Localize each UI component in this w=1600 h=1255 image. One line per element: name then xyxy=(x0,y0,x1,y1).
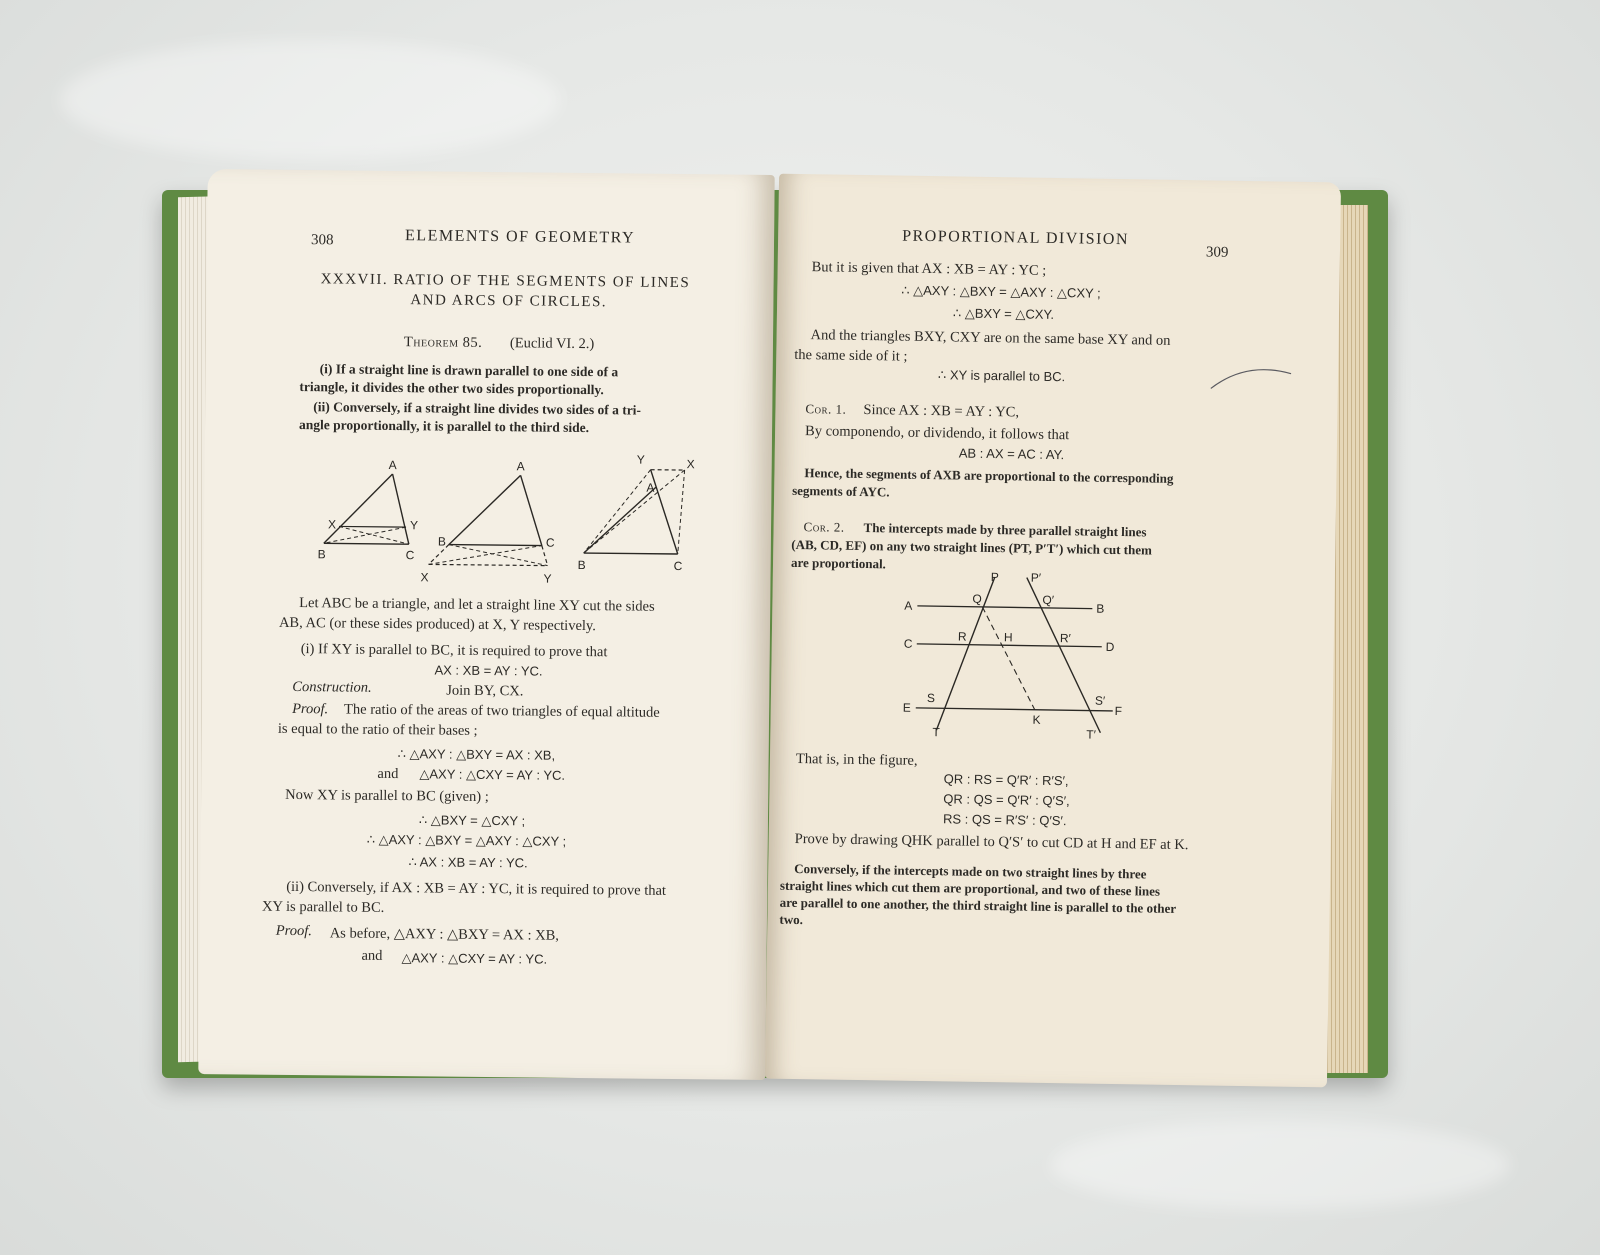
fig1-label-y: Y xyxy=(409,518,419,533)
eq-proof-1: ∴ △AXY : △BXY = AX : XB, xyxy=(397,746,556,763)
cor1-line2: By componendo, or dividendo, it follows that xyxy=(804,423,1070,444)
fig-label-t-prime: T′ xyxy=(1086,727,1097,742)
fig2-label-b: B xyxy=(437,534,446,549)
fig1-label-a: A xyxy=(388,457,397,473)
fig2-label-c: C xyxy=(545,535,555,550)
construction-text: Join BY, CX. xyxy=(446,682,524,700)
fig1-label-b: B xyxy=(317,547,326,562)
fig-label-f: F xyxy=(1114,703,1123,719)
text-now: Now XY is parallel to BC (given) ; xyxy=(285,786,489,806)
fig-label-b: B xyxy=(1096,601,1105,616)
proof-text-cont: is equal to the ratio of their bases ; xyxy=(277,720,478,739)
conversely-text-3: are parallel to one another, the third straight line is parallel to the other xyxy=(779,894,1177,916)
hence-text-cont: segments of AYC. xyxy=(792,482,890,500)
text-triangles-cont: the same side of it ; xyxy=(794,346,908,365)
eq-r6: RS : QS = R′S′ : Q′S′. xyxy=(942,811,1067,829)
page-number: 309 xyxy=(1205,244,1229,261)
fig-label-a: A xyxy=(904,598,913,613)
eq-proof-2: △AXY : △CXY = AY : YC. xyxy=(419,766,566,783)
fig-label-q: Q xyxy=(972,591,982,606)
fig1-label-x: X xyxy=(327,517,337,532)
fig-label-r-prime: R′ xyxy=(1059,631,1071,646)
cor1-text: Since AX : XB = AY : YC, xyxy=(863,401,1020,421)
fig-label-h: H xyxy=(1003,630,1013,645)
fig-label-r: R xyxy=(957,629,967,644)
theorem-reference: (Euclid VI. 2.) xyxy=(509,335,595,353)
cor2-text: The intercepts made by three parallel straight lines xyxy=(863,520,1147,540)
proof2-eq: △AXY : △CXY = AY : YC. xyxy=(401,950,548,967)
fig2-label-y: Y xyxy=(543,571,552,586)
conversely-text-4: two. xyxy=(779,911,804,928)
fig-label-p: P xyxy=(990,570,999,585)
fig-label-q-prime: Q′ xyxy=(1042,592,1055,608)
theorem-figures xyxy=(303,438,735,592)
eq-proof-2-and: and xyxy=(377,765,399,783)
running-head: ELEMENTS OF GEOMETRY xyxy=(404,227,636,247)
cor1-eq: AB : AX = AC : AY. xyxy=(958,445,1065,463)
text-part-ii: (ii) Conversely, if AX : XB = AY : YC, it is required to prove that xyxy=(286,878,667,899)
proof2-label: Proof. xyxy=(275,922,312,940)
fig-label-d: D xyxy=(1105,639,1115,654)
figure-3-triangle xyxy=(578,452,695,573)
eq-r5: QR : QS = Q′R′ : Q′S′, xyxy=(943,791,1070,809)
intercepts-figure xyxy=(900,570,1133,744)
eq-r4: QR : RS = Q′R′ : R′S′, xyxy=(943,771,1069,789)
fig-label-s-prime: S′ xyxy=(1094,693,1106,708)
fig3-label-c: C xyxy=(673,558,683,574)
proof-label: Proof. xyxy=(292,700,329,718)
proof2-text: As before, △AXY : △BXY = AX : XB, xyxy=(329,925,559,944)
text-that-is: That is, in the figure, xyxy=(795,750,918,769)
fig3-label-y: Y xyxy=(636,452,645,467)
eq-proof-3: ∴ △BXY = △CXY ; xyxy=(418,812,526,829)
eq-r3: ∴ XY is parallel to BC. xyxy=(937,367,1066,385)
page-number: 308 xyxy=(310,232,334,249)
eq-proof-4: ∴ △AXY : △BXY = △AXY : △CXY ; xyxy=(366,831,567,849)
text-prove: Prove by drawing QHK parallel to Q′S′ to cut CD at H and EF at K. xyxy=(794,830,1189,854)
text-part-i: (i) If XY is parallel to BC, it is required to prove that xyxy=(300,641,608,661)
eq-proof-5: ∴ AX : XB = AY : YC. xyxy=(408,854,528,871)
hence-text: Hence, the segments of AXB are proportional to the corresponding xyxy=(804,465,1174,486)
fig3-label-x: X xyxy=(686,457,695,472)
fig-label-e: E xyxy=(902,700,911,715)
figure-2-triangle xyxy=(420,458,555,585)
text-let: Let ABC be a triangle, and let a straight line XY cut the sides xyxy=(299,595,655,615)
fig1-label-c: C xyxy=(405,548,415,563)
figure-1-triangle xyxy=(318,457,419,562)
theorem-heading: Theorem 85. xyxy=(403,334,483,351)
section-title: XXXVII. RATIO OF THE SEGMENTS OF LINES xyxy=(320,271,691,292)
fig-label-s: S xyxy=(926,691,936,706)
fig3-label-a: A xyxy=(646,480,655,495)
fig-label-t: T xyxy=(932,725,940,740)
statement-ii: (ii) Conversely, if a straight line divides two sides of a tri- xyxy=(313,399,642,418)
eq-required: AX : XB = AY : YC. xyxy=(434,662,543,679)
left-page xyxy=(198,169,774,1080)
proof2-and: and xyxy=(361,947,383,964)
fig-label-c: C xyxy=(903,636,913,651)
eq-r1: ∴ △AXY : △BXY = △AXY : △CXY ; xyxy=(901,282,1101,301)
fig3-label-b: B xyxy=(577,557,586,573)
text-triangles: And the triangles BXY, CXY are on the same base XY and on xyxy=(810,327,1171,349)
fig-label-k: K xyxy=(1032,712,1041,727)
fig-label-p-prime: P′ xyxy=(1030,570,1042,585)
statement-ii-cont: angle proportionally, it is parallel to the third side. xyxy=(299,417,590,436)
cor1-label: Cor. 1. xyxy=(805,401,847,417)
proof-text: The ratio of the areas of two triangles of equal altitude xyxy=(344,701,660,721)
cor2-text-cont: (AB, CD, EF) on any two straight lines (PT, P′T′) which cut them xyxy=(791,536,1152,558)
cor2-text-end: are proportional. xyxy=(790,554,887,572)
text-let-cont: AB, AC (or these sides produced) at X, Y respectively. xyxy=(278,614,596,635)
fig2-label-x: X xyxy=(420,570,429,585)
text-given: But it is given that AX : XB = AY : YC ; xyxy=(811,259,1047,279)
statement-i: (i) If a straight line is drawn parallel to one side of a xyxy=(319,361,619,380)
running-head: PROPORTIONAL DIVISION xyxy=(902,227,1130,249)
eq-r2: ∴ △BXY = △CXY. xyxy=(952,305,1055,322)
text-part-ii-cont: XY is parallel to BC. xyxy=(261,898,385,916)
conversely-text-2: straight lines which cut them are proportional, and two of these lines xyxy=(779,877,1161,899)
construction-label: Construction. xyxy=(292,678,372,696)
right-page xyxy=(765,174,1341,1088)
statement-i-cont: triangle, it divides the other two sides proportionally. xyxy=(299,379,604,398)
cor2-label: Cor. 2. xyxy=(803,519,845,535)
pencil-mark xyxy=(1206,360,1297,401)
fig2-label-a: A xyxy=(516,459,525,474)
section-title-cont: AND ARCS OF CIRCLES. xyxy=(410,292,608,311)
conversely-text: Conversely, if the intercepts made on two straight lines by three xyxy=(794,860,1147,882)
